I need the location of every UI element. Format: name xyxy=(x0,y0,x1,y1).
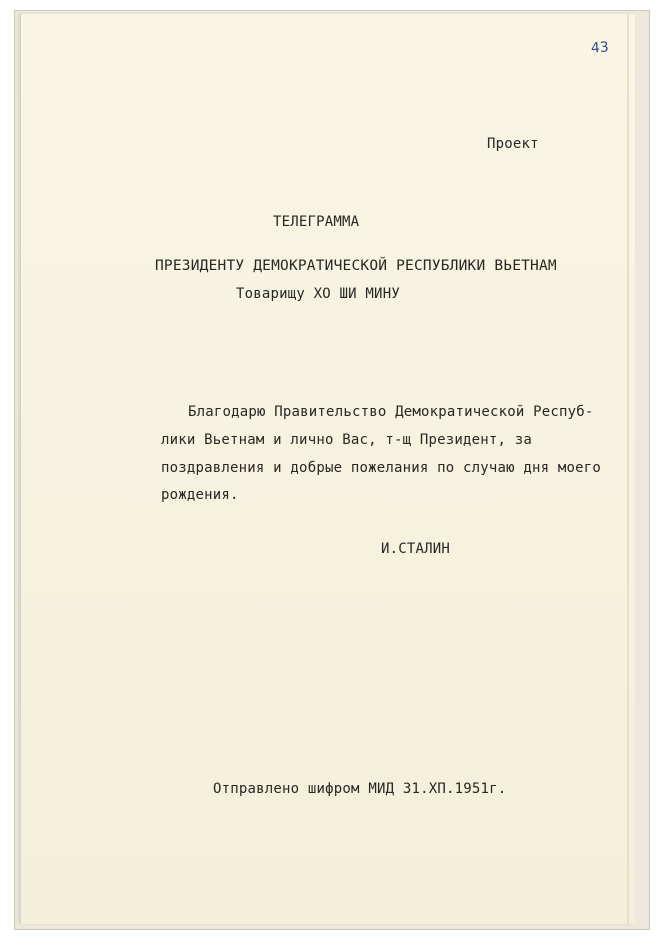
folio-number: 43 xyxy=(590,39,610,57)
body-line-1: Благодарю Правительство Демократической Респуб- xyxy=(188,404,594,420)
body-line-3: поздравления и добрые пожелания по случаю дня моего xyxy=(161,460,602,476)
signature: И.СТАЛИН xyxy=(381,541,451,557)
sent-note: Отправлено шифром МИД 31.XП.1951г. xyxy=(213,781,507,797)
body-line-2: лики Вьетнам и лично Вас, т-щ Президент, за xyxy=(161,432,533,448)
paper-sheet xyxy=(20,14,635,924)
draft-label: Проект xyxy=(487,136,539,152)
addressee-line-2: Товарищу ХО ШИ МИНУ xyxy=(236,286,400,302)
document-title: ТЕЛЕГРАММА xyxy=(273,214,360,230)
addressee-line-1: ПРЕЗИДЕНТУ ДЕМОКРАТИЧЕСКОЙ РЕСПУБЛИКИ ВЬЕТНАМ xyxy=(155,258,557,274)
body-line-4: рождения. xyxy=(161,487,239,503)
